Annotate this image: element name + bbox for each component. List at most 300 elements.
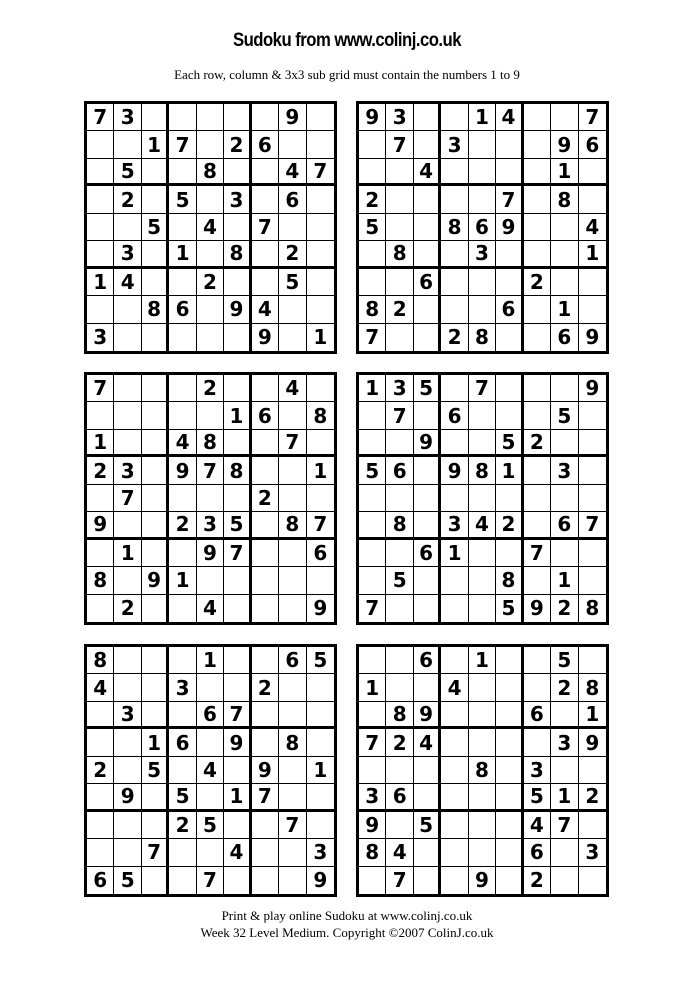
sudoku-cell bbox=[252, 839, 279, 866]
sudoku-cell bbox=[307, 702, 334, 729]
sudoku-cell bbox=[87, 812, 114, 839]
sudoku-cell bbox=[142, 812, 169, 839]
sudoku-cell: 9 bbox=[551, 131, 578, 158]
sudoku-cell: 8 bbox=[87, 567, 114, 594]
sudoku-cell bbox=[496, 402, 523, 429]
sudoku-cell: 2 bbox=[169, 512, 196, 539]
sudoku-cell: 2 bbox=[114, 595, 141, 622]
sudoku-cell: 4 bbox=[197, 757, 224, 784]
sudoku-cell bbox=[551, 104, 578, 131]
sudoku-cell bbox=[359, 269, 386, 296]
sudoku-cell bbox=[469, 702, 496, 729]
sudoku-cell bbox=[524, 214, 551, 241]
sudoku-cell: 6 bbox=[307, 540, 334, 567]
sudoku-cell: 9 bbox=[313, 596, 328, 621]
sudoku-cell: 9 bbox=[224, 296, 251, 323]
sudoku-cell: 2 bbox=[87, 757, 114, 784]
sudoku-cell bbox=[359, 757, 386, 784]
sudoku-grid-1 bbox=[84, 101, 337, 354]
sudoku-cell bbox=[252, 512, 279, 539]
sudoku-cell bbox=[169, 702, 196, 729]
sudoku-cell: 2 bbox=[551, 674, 578, 701]
sudoku-cell bbox=[469, 430, 496, 457]
sudoku-cell bbox=[142, 702, 169, 729]
sudoku-cell: 7 bbox=[386, 867, 413, 894]
sudoku-cell bbox=[279, 457, 306, 484]
sudoku-cell bbox=[441, 839, 468, 866]
sudoku-cell: 3 bbox=[579, 839, 606, 866]
sudoku-cell bbox=[197, 131, 224, 158]
sudoku-cell bbox=[169, 402, 196, 429]
sudoku-cell bbox=[579, 757, 606, 784]
sudoku-cell bbox=[441, 430, 468, 457]
sudoku-cell bbox=[524, 375, 551, 402]
sudoku-cell: 1 bbox=[551, 784, 578, 811]
sudoku-cell bbox=[386, 757, 413, 784]
sudoku-cell: 2 bbox=[524, 269, 551, 296]
sudoku-cell: 7 bbox=[386, 402, 413, 429]
sudoku-cell bbox=[142, 430, 169, 457]
sudoku-cell bbox=[252, 647, 279, 674]
sudoku-cell: 2 bbox=[114, 186, 141, 213]
sudoku-cell: 2 bbox=[279, 241, 306, 268]
sudoku-cell bbox=[114, 402, 141, 429]
sudoku-cell bbox=[252, 457, 279, 484]
sudoku-cell: 7 bbox=[279, 430, 306, 457]
sudoku-cell: 1 bbox=[551, 296, 578, 323]
sudoku-cell: 4 bbox=[414, 159, 441, 186]
sudoku-cell: 8 bbox=[359, 839, 386, 866]
sudoku-cell bbox=[469, 567, 496, 594]
sudoku-cell: 8 bbox=[469, 757, 496, 784]
sudoku-cell: 3 bbox=[386, 104, 413, 131]
sudoku-cell: 6 bbox=[579, 131, 606, 158]
sudoku-cell bbox=[359, 512, 386, 539]
sudoku-cell: 7 bbox=[87, 104, 114, 131]
sudoku-cell: 5 bbox=[496, 595, 523, 622]
sudoku-cell: 1 bbox=[142, 729, 169, 756]
sudoku-cell bbox=[551, 540, 578, 567]
sudoku-cell bbox=[441, 647, 468, 674]
sudoku-cell bbox=[579, 186, 606, 213]
sudoku-cell bbox=[386, 485, 413, 512]
sudoku-cell: 8 bbox=[551, 186, 578, 213]
sudoku-cell: 5 bbox=[169, 186, 196, 213]
sudoku-cell bbox=[224, 867, 251, 894]
sudoku-cell bbox=[496, 269, 523, 296]
sudoku-cell: 7 bbox=[579, 104, 606, 131]
sudoku-cell bbox=[279, 757, 306, 784]
sudoku-cell bbox=[142, 784, 169, 811]
sudoku-cell bbox=[414, 567, 441, 594]
sudoku-cell bbox=[307, 214, 334, 241]
sudoku-cell: 7 bbox=[359, 595, 386, 622]
sudoku-cell bbox=[386, 812, 413, 839]
sudoku-cell: 4 bbox=[114, 269, 141, 296]
sudoku-cell bbox=[469, 729, 496, 756]
sudoku-cell bbox=[142, 512, 169, 539]
sudoku-cell: 7 bbox=[197, 867, 224, 894]
sudoku-cell bbox=[386, 595, 413, 622]
sudoku-cell bbox=[197, 186, 224, 213]
sudoku-cell bbox=[414, 485, 441, 512]
sudoku-cell bbox=[469, 402, 496, 429]
sudoku-cell: 3 bbox=[524, 757, 551, 784]
sudoku-cell bbox=[252, 159, 279, 186]
sudoku-cell: 5 bbox=[142, 757, 169, 784]
sudoku-cell: 3 bbox=[551, 457, 578, 484]
sudoku-cell bbox=[252, 702, 279, 729]
sudoku-cell bbox=[386, 540, 413, 567]
sudoku-cell bbox=[142, 186, 169, 213]
sudoku-cell bbox=[197, 485, 224, 512]
sudoku-cell bbox=[551, 485, 578, 512]
sudoku-cell bbox=[142, 647, 169, 674]
sudoku-cell bbox=[496, 485, 523, 512]
sudoku-cell: 6 bbox=[252, 402, 279, 429]
sudoku-cell bbox=[279, 324, 306, 351]
sudoku-cell bbox=[169, 375, 196, 402]
sudoku-cell: 4 bbox=[197, 595, 224, 622]
sudoku-cell: 7 bbox=[252, 214, 279, 241]
sudoku-cell bbox=[87, 784, 114, 811]
sudoku-cell bbox=[114, 131, 141, 158]
sudoku-cell: 9 bbox=[169, 457, 196, 484]
sudoku-cell bbox=[441, 269, 468, 296]
sudoku-cell bbox=[252, 241, 279, 268]
sudoku-cell bbox=[469, 485, 496, 512]
sudoku-cell bbox=[579, 402, 606, 429]
sudoku-cell bbox=[441, 784, 468, 811]
sudoku-cell bbox=[252, 430, 279, 457]
sudoku-cell: 7 bbox=[307, 159, 334, 186]
sudoku-cell bbox=[414, 839, 441, 866]
sudoku-cell bbox=[307, 241, 334, 268]
sudoku-cell bbox=[524, 457, 551, 484]
sudoku-cell bbox=[224, 104, 251, 131]
sudoku-cell bbox=[252, 729, 279, 756]
sudoku-cell bbox=[142, 485, 169, 512]
sudoku-cell bbox=[279, 131, 306, 158]
sudoku-cell bbox=[414, 214, 441, 241]
sudoku-cell: 1 bbox=[142, 131, 169, 158]
sudoku-cell: 8 bbox=[307, 402, 334, 429]
sudoku-cell bbox=[441, 375, 468, 402]
sudoku-cell: 5 bbox=[414, 812, 441, 839]
sudoku-cell bbox=[524, 296, 551, 323]
sudoku-cell bbox=[224, 647, 251, 674]
sudoku-cell bbox=[579, 430, 606, 457]
sudoku-cell: 5 bbox=[551, 402, 578, 429]
sudoku-cell bbox=[496, 159, 523, 186]
sudoku-cell bbox=[414, 241, 441, 268]
sudoku-cell bbox=[414, 595, 441, 622]
sudoku-cell bbox=[524, 186, 551, 213]
sudoku-cell bbox=[307, 104, 334, 131]
sudoku-cell: 6 bbox=[414, 269, 441, 296]
sudoku-cell bbox=[142, 540, 169, 567]
sudoku-cell: 9 bbox=[469, 867, 496, 894]
sudoku-cell: 3 bbox=[114, 457, 141, 484]
sudoku-cell bbox=[441, 595, 468, 622]
sudoku-cell bbox=[169, 839, 196, 866]
footer-line-1: Print & play online Sudoku at www.colinj.co.uk bbox=[221, 908, 473, 923]
sudoku-cell: 3 bbox=[441, 131, 468, 158]
sudoku-cell bbox=[359, 402, 386, 429]
sudoku-cell bbox=[414, 512, 441, 539]
sudoku-cell bbox=[279, 595, 306, 622]
sudoku-cell bbox=[551, 430, 578, 457]
sudoku-cell bbox=[579, 812, 606, 839]
sudoku-cell: 7 bbox=[114, 485, 141, 512]
sudoku-cell bbox=[169, 595, 196, 622]
sudoku-cell bbox=[414, 104, 441, 131]
sudoku-cell: 5 bbox=[279, 269, 306, 296]
sudoku-cell: 6 bbox=[414, 540, 441, 567]
sudoku-cell bbox=[87, 729, 114, 756]
sudoku-cell: 6 bbox=[169, 296, 196, 323]
sudoku-cell: 5 bbox=[386, 567, 413, 594]
sudoku-cell bbox=[252, 812, 279, 839]
sudoku-cell bbox=[197, 296, 224, 323]
sudoku-cell: 1 bbox=[313, 325, 328, 350]
sudoku-cell bbox=[496, 647, 523, 674]
sudoku-cell bbox=[169, 485, 196, 512]
sudoku-cell: 1 bbox=[224, 402, 251, 429]
sudoku-cell: 9 bbox=[252, 324, 279, 351]
sudoku-cell bbox=[279, 839, 306, 866]
sudoku-cell bbox=[307, 269, 334, 296]
sudoku-cell bbox=[87, 595, 114, 622]
sudoku-cell bbox=[469, 540, 496, 567]
sudoku-cell bbox=[496, 131, 523, 158]
sudoku-cell: 1 bbox=[551, 567, 578, 594]
sudoku-cell bbox=[87, 214, 114, 241]
sudoku-cell bbox=[279, 784, 306, 811]
sudoku-cell: 7 bbox=[386, 131, 413, 158]
sudoku-cell: 5 bbox=[551, 647, 578, 674]
sudoku-cell bbox=[197, 674, 224, 701]
sudoku-cell: 4 bbox=[197, 214, 224, 241]
instructions: Each row, column & 3x3 sub grid must contain the numbers 1 to 9 bbox=[174, 67, 520, 82]
sudoku-cell bbox=[114, 375, 141, 402]
sudoku-cell: 6 bbox=[551, 324, 578, 351]
sudoku-cell: 4 bbox=[252, 296, 279, 323]
sudoku-cell bbox=[142, 324, 169, 351]
sudoku-cell bbox=[579, 159, 606, 186]
sudoku-cell: 2 bbox=[524, 867, 551, 894]
sudoku-cell: 3 bbox=[87, 324, 114, 351]
sudoku-cell bbox=[197, 241, 224, 268]
sudoku-cell: 9 bbox=[142, 567, 169, 594]
sudoku-cell: 7 bbox=[224, 702, 251, 729]
sudoku-cell: 9 bbox=[441, 457, 468, 484]
sudoku-cell: 3 bbox=[114, 241, 141, 268]
sudoku-cell: 9 bbox=[359, 812, 386, 839]
sudoku-cell bbox=[551, 375, 578, 402]
sudoku-cell: 7 bbox=[359, 324, 386, 351]
sudoku-cell: 6 bbox=[524, 702, 551, 729]
sudoku-cell bbox=[496, 812, 523, 839]
sudoku-cell bbox=[579, 457, 606, 484]
sudoku-cell: 5 bbox=[169, 784, 196, 811]
sudoku-cell bbox=[579, 647, 606, 674]
sudoku-cell: 3 bbox=[469, 241, 496, 268]
sudoku-cell bbox=[224, 324, 251, 351]
sudoku-cell bbox=[441, 104, 468, 131]
sudoku-cell: 9 bbox=[414, 430, 441, 457]
sudoku-cell bbox=[524, 159, 551, 186]
sudoku-cell: 8 bbox=[585, 596, 600, 621]
sudoku-cell bbox=[551, 241, 578, 268]
sudoku-cell bbox=[441, 485, 468, 512]
sudoku-cell: 1 bbox=[469, 647, 496, 674]
sudoku-cell: 3 bbox=[359, 784, 386, 811]
sudoku-cell bbox=[579, 485, 606, 512]
sudoku-cell bbox=[252, 567, 279, 594]
sudoku-cell bbox=[224, 214, 251, 241]
sudoku-cell: 2 bbox=[579, 784, 606, 811]
sudoku-cell: 6 bbox=[496, 296, 523, 323]
sudoku-cell bbox=[169, 647, 196, 674]
sudoku-cell bbox=[551, 757, 578, 784]
sudoku-cell bbox=[307, 812, 334, 839]
sudoku-cell bbox=[414, 324, 441, 351]
sudoku-cell: 1 bbox=[114, 540, 141, 567]
sudoku-cell: 2 bbox=[551, 595, 578, 622]
sudoku-cell bbox=[579, 540, 606, 567]
sudoku-cell: 5 bbox=[197, 812, 224, 839]
sudoku-cell bbox=[142, 104, 169, 131]
sudoku-cell bbox=[224, 567, 251, 594]
sudoku-cell bbox=[469, 784, 496, 811]
sudoku-cell bbox=[359, 702, 386, 729]
sudoku-cell bbox=[114, 674, 141, 701]
sudoku-cell bbox=[224, 757, 251, 784]
sudoku-cell: 5 bbox=[359, 457, 386, 484]
sudoku-cell: 9 bbox=[359, 104, 386, 131]
sudoku-cell bbox=[87, 702, 114, 729]
sudoku-cell bbox=[307, 375, 334, 402]
sudoku-cell: 2 bbox=[197, 375, 224, 402]
sudoku-cell: 1 bbox=[579, 702, 606, 729]
sudoku-cell bbox=[142, 457, 169, 484]
sudoku-cell bbox=[169, 324, 196, 351]
sudoku-cell: 4 bbox=[279, 159, 306, 186]
sudoku-cell: 5 bbox=[142, 214, 169, 241]
sudoku-cell bbox=[551, 867, 578, 894]
sudoku-cell bbox=[386, 159, 413, 186]
sudoku-cell bbox=[87, 402, 114, 429]
sudoku-cell: 5 bbox=[414, 375, 441, 402]
sudoku-cell: 3 bbox=[441, 512, 468, 539]
sudoku-cell bbox=[142, 375, 169, 402]
sudoku-cell: 5 bbox=[496, 430, 523, 457]
sudoku-cell bbox=[87, 159, 114, 186]
sudoku-cell bbox=[252, 595, 279, 622]
sudoku-cell: 5 bbox=[114, 159, 141, 186]
sudoku-cell bbox=[359, 867, 386, 894]
sudoku-cell bbox=[469, 159, 496, 186]
sudoku-cell bbox=[386, 324, 413, 351]
sudoku-cell: 5 bbox=[307, 647, 334, 674]
sudoku-cell bbox=[197, 839, 224, 866]
sudoku-cell: 2 bbox=[197, 269, 224, 296]
sudoku-cell: 1 bbox=[551, 159, 578, 186]
sudoku-cell: 6 bbox=[524, 839, 551, 866]
sudoku-cell bbox=[279, 402, 306, 429]
sudoku-grid-2 bbox=[356, 101, 609, 354]
sudoku-cell: 7 bbox=[469, 375, 496, 402]
sudoku-cell bbox=[197, 567, 224, 594]
sudoku-cell: 2 bbox=[496, 512, 523, 539]
sudoku-cell bbox=[359, 241, 386, 268]
sudoku-cell: 7 bbox=[496, 186, 523, 213]
sudoku-cell bbox=[142, 674, 169, 701]
sudoku-cell: 2 bbox=[252, 674, 279, 701]
sudoku-cell: 8 bbox=[197, 430, 224, 457]
sudoku-cell: 2 bbox=[359, 186, 386, 213]
sudoku-cell: 6 bbox=[414, 647, 441, 674]
sudoku-cell bbox=[114, 567, 141, 594]
sudoku-cell: 4 bbox=[279, 375, 306, 402]
sudoku-cell: 2 bbox=[386, 729, 413, 756]
sudoku-cell: 1 bbox=[441, 540, 468, 567]
sudoku-cell: 3 bbox=[386, 375, 413, 402]
sudoku-cell: 9 bbox=[313, 868, 328, 893]
sudoku-cell bbox=[579, 567, 606, 594]
sudoku-cell bbox=[414, 457, 441, 484]
sudoku-cell: 1 bbox=[496, 457, 523, 484]
sudoku-cell bbox=[197, 784, 224, 811]
sudoku-cell bbox=[307, 430, 334, 457]
sudoku-cell: 6 bbox=[197, 702, 224, 729]
sudoku-cell: 1 bbox=[359, 674, 386, 701]
sudoku-cell bbox=[441, 702, 468, 729]
sudoku-cell bbox=[579, 867, 606, 894]
sudoku-cell bbox=[441, 867, 468, 894]
sudoku-cell bbox=[114, 647, 141, 674]
sudoku-cell bbox=[524, 674, 551, 701]
sudoku-cell: 4 bbox=[579, 214, 606, 241]
sudoku-cell bbox=[224, 812, 251, 839]
sudoku-cell bbox=[87, 485, 114, 512]
sudoku-cell bbox=[551, 702, 578, 729]
sudoku-cell bbox=[169, 867, 196, 894]
sudoku-cell: 8 bbox=[496, 567, 523, 594]
sudoku-cell: 3 bbox=[114, 702, 141, 729]
sudoku-cell bbox=[524, 131, 551, 158]
sudoku-cell: 9 bbox=[279, 104, 306, 131]
sudoku-cell bbox=[551, 269, 578, 296]
sudoku-cell: 6 bbox=[279, 647, 306, 674]
sudoku-cell bbox=[307, 674, 334, 701]
sudoku-cell bbox=[386, 430, 413, 457]
sudoku-cell: 8 bbox=[279, 729, 306, 756]
sudoku-cell bbox=[496, 784, 523, 811]
sudoku-cell bbox=[469, 674, 496, 701]
sudoku-cell bbox=[469, 812, 496, 839]
sudoku-cell: 8 bbox=[469, 457, 496, 484]
sudoku-cell bbox=[386, 186, 413, 213]
sudoku-cell: 7 bbox=[169, 131, 196, 158]
sudoku-cell bbox=[252, 269, 279, 296]
sudoku-cell: 6 bbox=[441, 402, 468, 429]
sudoku-cell bbox=[142, 595, 169, 622]
sudoku-cell bbox=[252, 104, 279, 131]
sudoku-cell bbox=[359, 131, 386, 158]
sudoku-cell bbox=[469, 839, 496, 866]
